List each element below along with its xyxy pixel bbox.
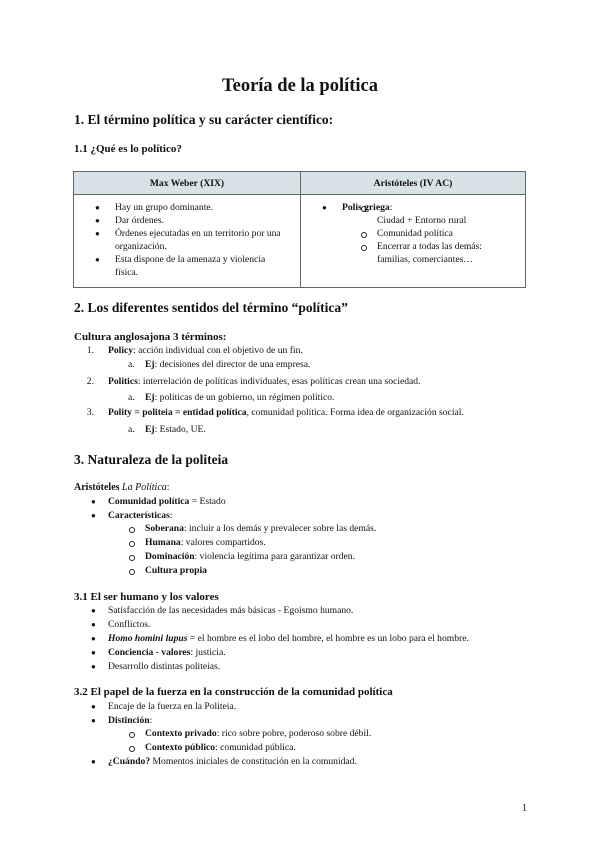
bullet-icon: ● xyxy=(91,757,96,766)
sub-list-item: Humana: valores compartidos. xyxy=(145,537,266,548)
table-cell-weber xyxy=(74,195,301,288)
list-number: 3. xyxy=(86,407,94,418)
circle-bullet-icon xyxy=(361,245,367,251)
list-item: ¿Cuándo? Momentos iniciales de constitución en la comunidad. xyxy=(108,756,357,767)
list-item: Esta dispone de la amenaza y violencia xyxy=(115,254,266,265)
page-number: 1 xyxy=(522,803,527,814)
list-item: Conciencia - valores: justicia. xyxy=(108,647,226,658)
bullet-icon: ● xyxy=(91,497,96,506)
bullet-icon: ● xyxy=(91,662,96,671)
sub-list-item: Contexto público: comunidad pública. xyxy=(145,742,296,753)
list-item: Órdenes ejecutadas en un territorio por una xyxy=(115,228,281,239)
bullet-icon: ● xyxy=(91,606,96,615)
bullet-icon: ● xyxy=(91,634,96,643)
list-item: Dar órdenes. xyxy=(115,215,165,226)
section-1-heading: 1. El término política y su carácter científico: xyxy=(74,112,334,127)
bullet-icon: ● xyxy=(95,203,100,212)
section-3-intro: Aristóteles La Política: xyxy=(74,482,170,493)
bullet-icon: ● xyxy=(91,620,96,629)
bullet-icon: ● xyxy=(322,203,327,212)
page-title: Teoría de la política xyxy=(221,76,379,96)
bullet-icon: ● xyxy=(91,716,96,725)
section-3-heading: 3. Naturaleza de la politeia xyxy=(74,452,229,467)
circle-bullet-icon xyxy=(361,206,367,212)
circle-bullet-icon xyxy=(129,732,135,738)
section-2-heading: 2. Los diferentes sentidos del término “política” xyxy=(74,300,348,315)
table-header-aristoteles: Aristóteles (IV AC) xyxy=(301,172,526,195)
circle-bullet-icon xyxy=(129,541,135,547)
circle-bullet-icon xyxy=(129,746,135,752)
list-item: Polis griega: xyxy=(342,202,393,213)
sub-list-item: Contexto privado: rico sobre pobre, poderoso sobre débil. xyxy=(145,728,372,739)
list-item: Encaje de la fuerza en la Politeia. xyxy=(108,701,237,712)
bullet-icon: ● xyxy=(95,216,100,225)
list-item-continuation: física. xyxy=(115,267,139,278)
list-number: a. xyxy=(128,392,135,403)
list-item-continuation: organización. xyxy=(115,241,167,252)
list-number: a. xyxy=(128,424,135,435)
sub-list-item: Dominación: violencia legítima para garantizar orden. xyxy=(145,551,355,562)
bullet-icon: ● xyxy=(91,648,96,657)
list-item-politics: Politics: interrelación de políticas individuales, esas políticas crean una sociedad. xyxy=(108,376,421,387)
comparison-table xyxy=(73,171,526,288)
section-1-1-heading: 1.1 ¿Qué es lo político? xyxy=(74,143,182,155)
bullet-icon: ● xyxy=(91,702,96,711)
list-item: Distinción: xyxy=(108,715,153,726)
bullet-icon: ● xyxy=(91,511,96,520)
list-item: Satisfacción de las necesidades más básicas - Egoísmo humano. xyxy=(108,605,354,616)
circle-bullet-icon xyxy=(129,527,135,533)
section-3-1-heading: 3.1 El ser humano y los valores xyxy=(74,591,219,603)
list-item: Conflictos. xyxy=(108,619,151,630)
list-item-policy: Policy: acción individual con el objetivo de un fin. xyxy=(108,345,303,356)
sub-list-item-continuation: familias, comerciantes… xyxy=(377,254,473,265)
sub-list-item: Ej: Estado, UE. xyxy=(145,424,206,435)
list-item: Hay un grupo dominante. xyxy=(115,202,214,213)
table-cell-aristoteles xyxy=(301,195,526,288)
sub-list-item: Ciudad + Entorno rural xyxy=(377,215,467,226)
bullet-icon: ● xyxy=(95,255,100,264)
table-header-weber: Max Weber (XIX) xyxy=(74,172,301,195)
section-2-subheading: Cultura anglosajona 3 términos: xyxy=(74,331,227,343)
list-number: 1. xyxy=(86,345,94,356)
sub-list-item: Encerrar a todas las demás: xyxy=(377,241,482,252)
list-item: Homo homini lupus = el hombre es el lobo del hombre, el hombre es un lobo para el hombre. xyxy=(108,633,469,644)
sub-list-item: Ej: políticas de un gobierno, un régimen político. xyxy=(145,392,335,403)
list-item: Características: xyxy=(108,510,173,521)
circle-bullet-icon xyxy=(129,555,135,561)
circle-bullet-icon xyxy=(129,569,135,575)
bullet-icon: ● xyxy=(95,229,100,238)
list-number: a. xyxy=(128,359,135,370)
sub-list-item: Soberana: incluir a los demás y prevalecer sobre las demás. xyxy=(145,523,377,534)
sub-list-item: Comunidad política xyxy=(377,228,453,239)
section-3-2-heading: 3.2 El papel de la fuerza en la construcción de la comunidad política xyxy=(74,686,393,698)
list-number: 2. xyxy=(86,376,94,387)
circle-bullet-icon xyxy=(361,232,367,238)
list-item: Desarrollo distintas politeias. xyxy=(108,661,221,672)
list-item-polity: Polity = politeia = entidad política, comunidad política. Forma idea de organización social. xyxy=(108,407,464,418)
sub-list-item: Ej: decisiones del director de una empresa. xyxy=(145,359,311,370)
sub-list-item: Cultura propia xyxy=(145,565,207,576)
list-item: Comunidad política = Estado xyxy=(108,496,226,507)
